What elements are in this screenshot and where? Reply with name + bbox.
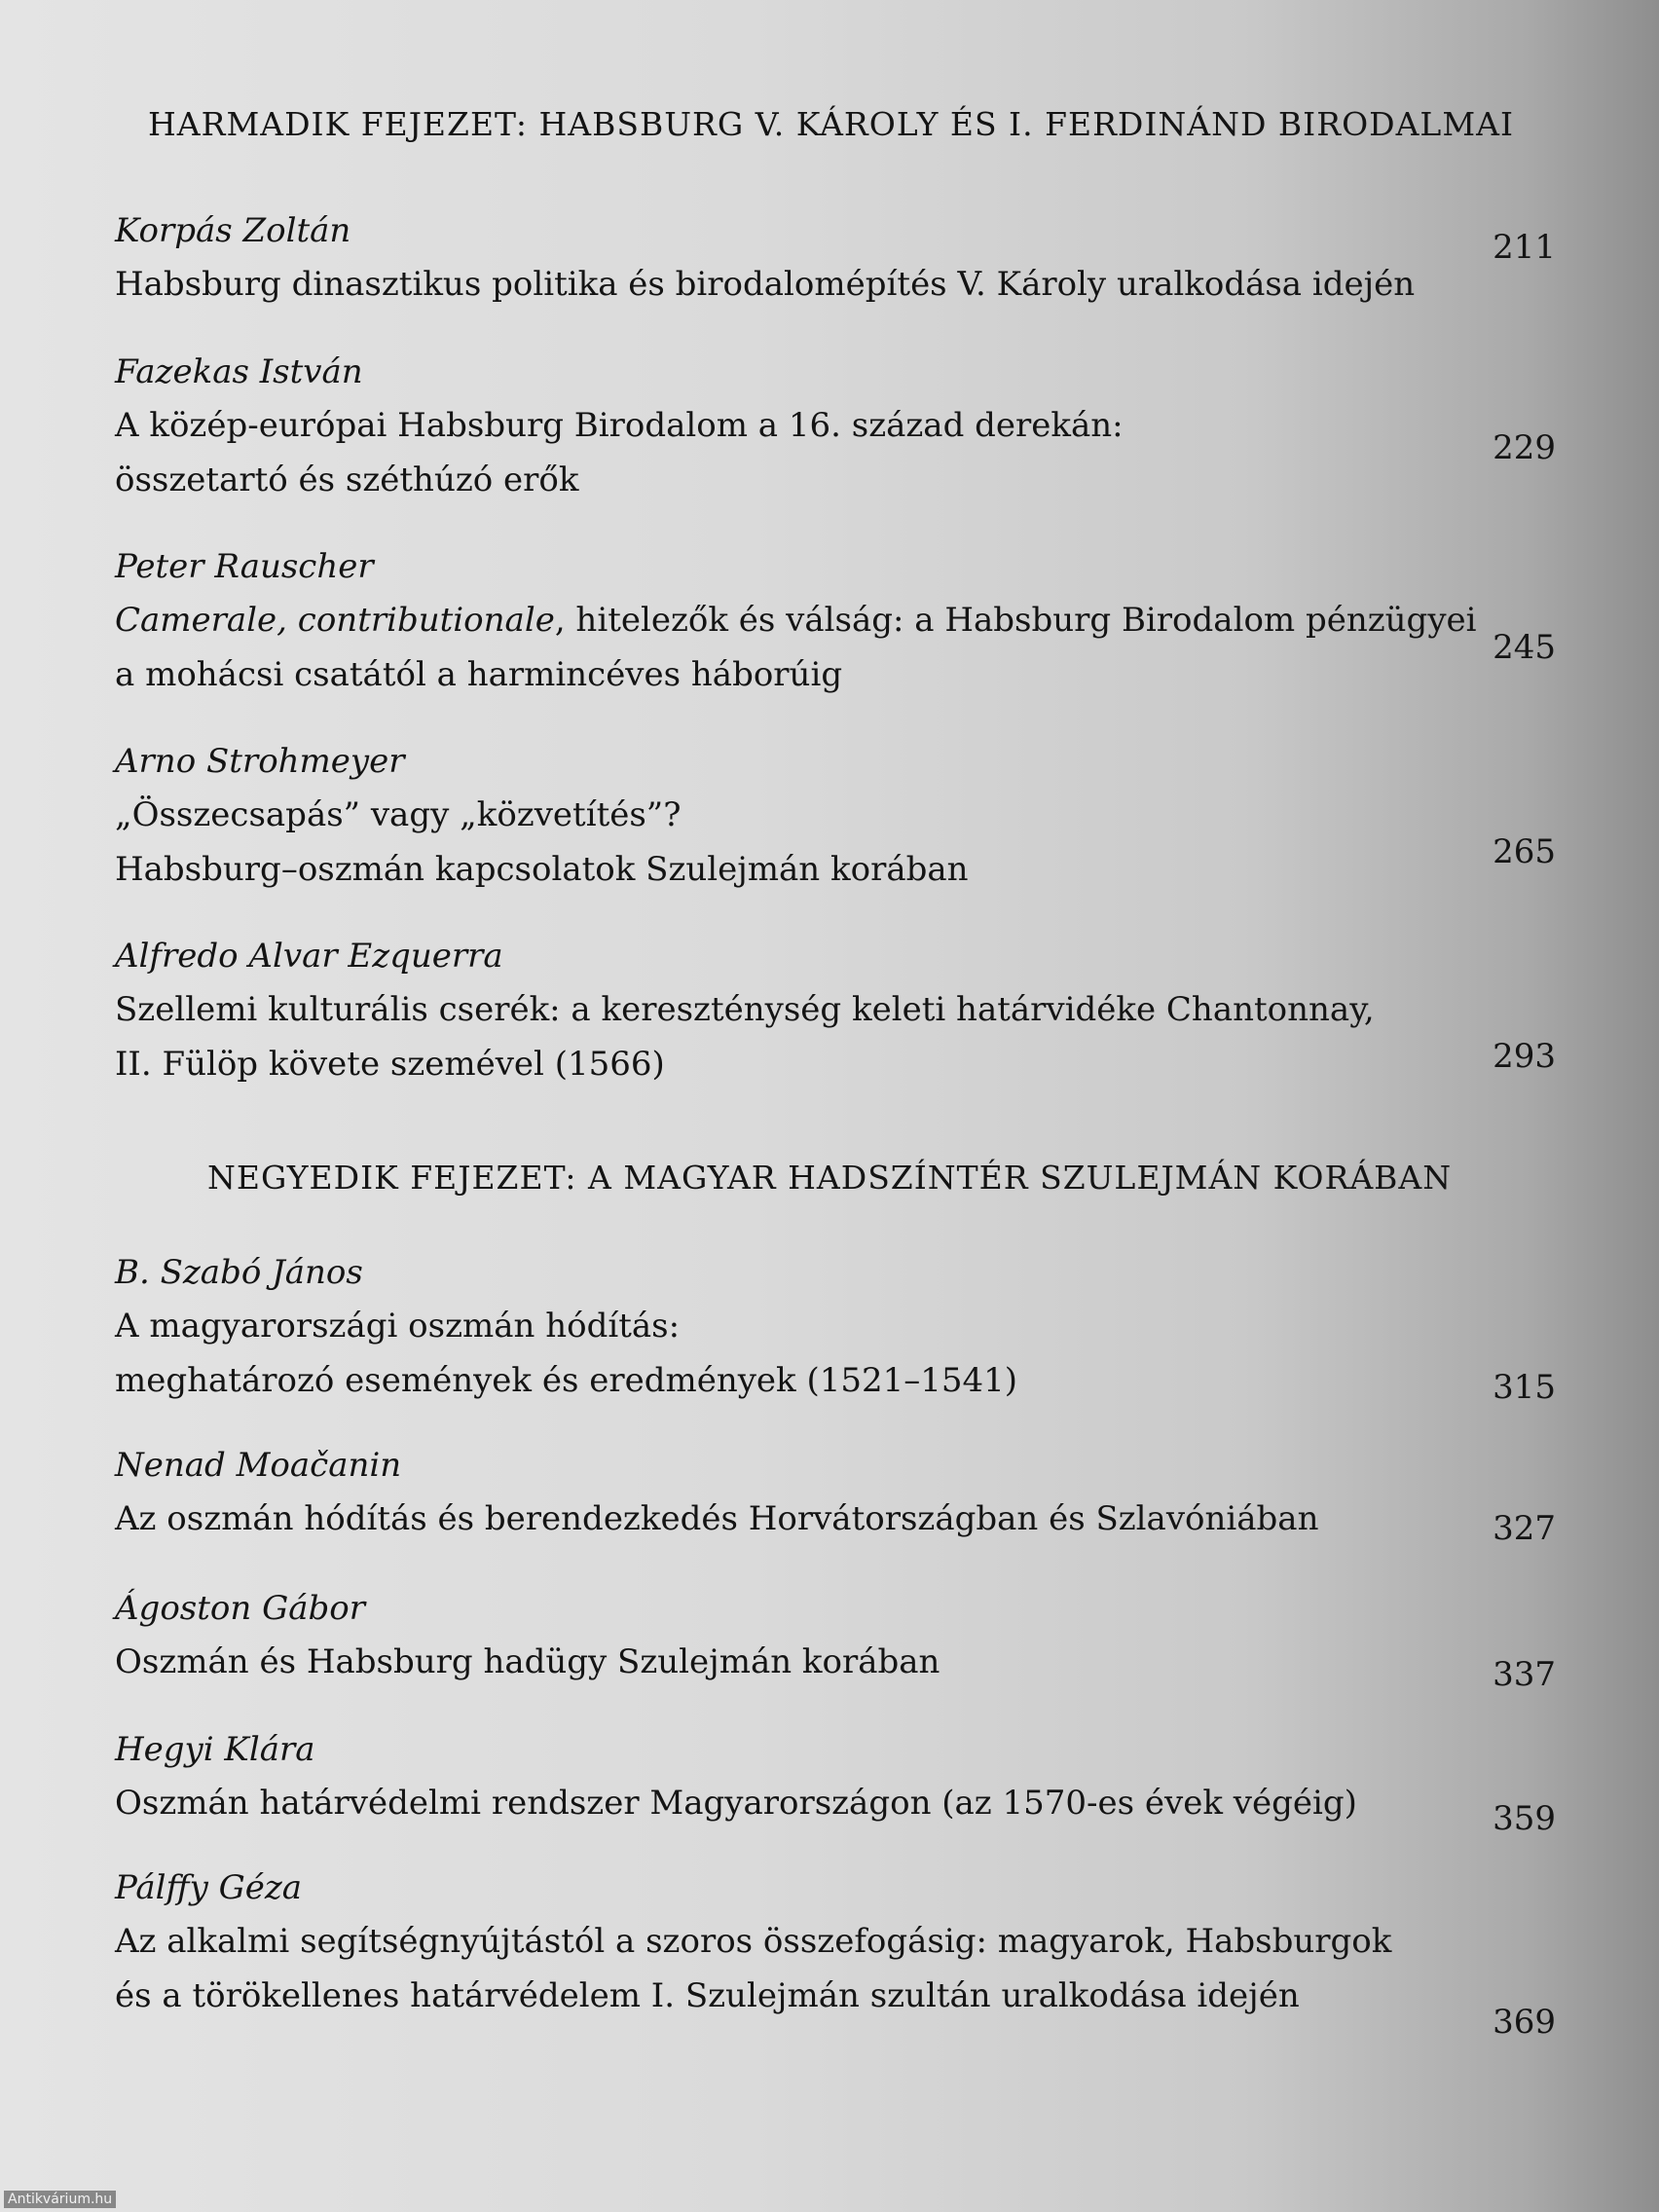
entry-title-line: II. Fülöp követe szemével (1566) [115,1045,665,1084]
entry-title-line: „Összecsapás” vagy „közvetítés”? [115,795,682,834]
entry-title-line [115,593,1477,647]
entry-page-number: 245 [1493,628,1556,667]
entry-page-number: 327 [1493,1509,1556,1548]
entry-author: Ágoston Gábor [115,1589,365,1628]
entry-title [115,1776,1439,1830]
entry-title-line: Az oszmán hódítás és berendezkedés Horvátországban és Szlavóniában [115,1499,1319,1538]
entry-title [115,788,1439,897]
entry-title-rest: , hitelezők és válság: a Habsburg Birodalom pénzügyei [554,601,1477,640]
entry-title [115,982,1439,1091]
entry-title-line: Oszmán határvédelmi rendszer Magyarországon (az 1570-es évek végéig) [115,1784,1357,1823]
toc-entry [115,346,1556,507]
entry-title-line: összetartó és széthúzó erők [115,461,579,499]
entry-title [115,398,1439,507]
entry-title-line: A magyarországi oszmán hódítás: [115,1307,681,1346]
toc-entry [115,1246,1556,1408]
entry-author: Alfredo Alvar Ezquerra [115,937,503,976]
entry-title-line: a mohácsi csatától a harmincéves háborúig [115,655,843,694]
entry-page-number: 315 [1493,1368,1556,1407]
entry-page-number: 369 [1493,2003,1556,2042]
entry-author: Fazekas István [115,352,363,391]
toc-entry [115,1723,1556,1838]
entry-title-line: Oszmán és Habsburg hadügy Szulejmán korában [115,1642,940,1681]
toc-entry [115,1439,1556,1546]
toc-entry [115,1582,1556,1694]
entry-page-number: 337 [1493,1655,1556,1694]
entry-title-line: Habsburg–oszmán kapcsolatok Szulejmán korában [115,850,969,889]
entry-author: Hegyi Klára [115,1730,315,1769]
toc-entry [115,540,1556,702]
entry-title-line: Szellemi kulturális cserék: a kereszténység keleti határvidéke Chantonnay, [115,990,1375,1029]
entry-title-line: meghatározó események és eredmények (1521–1541) [115,1361,1018,1400]
toc-entry [115,204,1556,312]
entry-author: Pálffy Géza [115,1868,303,1907]
entry-title [115,593,1477,702]
entry-title-italic: Camerale, contributionale [115,601,555,640]
entry-title [115,1299,1439,1408]
toc-entry [115,930,1556,1091]
entry-author: Arno Strohmeyer [115,742,405,781]
entry-title [115,1635,1439,1689]
entry-title [115,257,1439,312]
chapter-heading-4: NEGYEDIK FEJEZET: A MAGYAR HADSZÍNTÉR SZULEJMÁN KORÁBAN [207,1159,1453,1197]
entry-page-number: 265 [1493,832,1556,871]
entry-title-line: és a törökellenes határvédelem I. Szulejmán szultán uralkodása idején [115,1976,1300,2015]
entry-title-line: Az alkalmi segítségnyújtástól a szoros összefogásig: magyarok, Habsburgok [115,1922,1392,1961]
entry-author: Nenad Moačanin [115,1446,402,1485]
watermark: Antikvárium.hu [4,2191,116,2208]
entry-author: B. Szabó János [115,1253,363,1292]
entry-page-number: 293 [1493,1037,1556,1076]
entry-title-line: A közép-európai Habsburg Birodalom a 16. század derekán: [115,406,1124,445]
entry-page-number: 229 [1493,428,1556,467]
entry-title-line: Habsburg dinasztikus politika és birodalomépítés V. Károly uralkodása idején [115,265,1416,304]
entry-page-number: 359 [1493,1799,1556,1838]
toc-entry [115,1862,1556,2042]
entry-title [115,1914,1439,2023]
toc-entry [115,735,1556,897]
entry-author: Korpás Zoltán [115,211,351,250]
entry-title [115,1492,1439,1546]
entry-author: Peter Rauscher [115,547,374,586]
entry-page-number: 211 [1493,228,1556,267]
chapter-heading-3: HARMADIK FEJEZET: HABSBURG V. KÁROLY ÉS I. FERDINÁND BIRODALMAI [148,105,1514,143]
